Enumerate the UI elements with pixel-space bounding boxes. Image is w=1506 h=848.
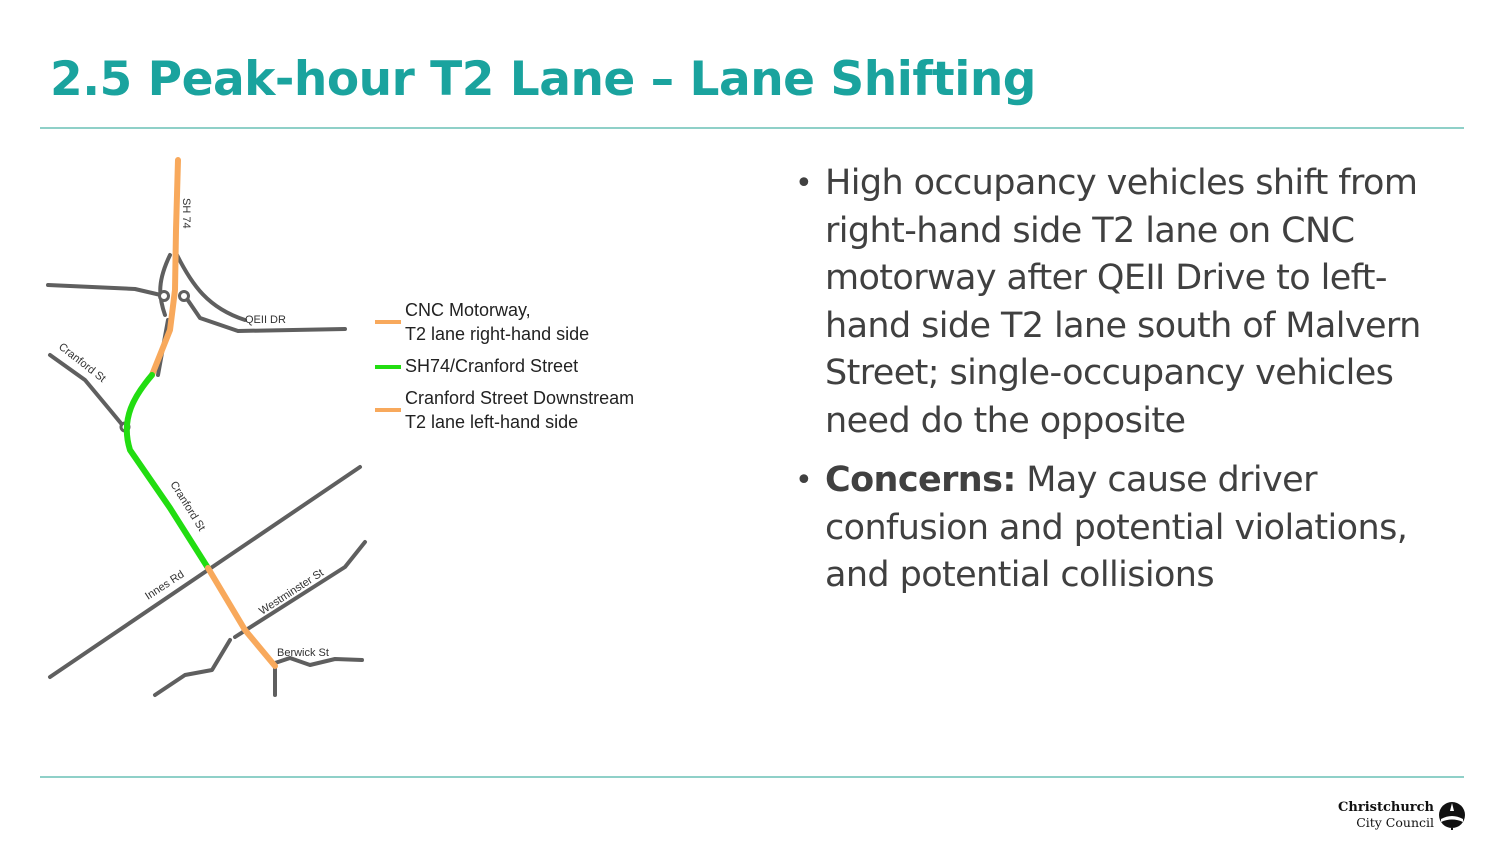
map-label-cranford-st-north: Cranford St — [56, 340, 108, 385]
logo-line-2: City Council — [1356, 815, 1434, 830]
logo-wordmark — [1338, 800, 1434, 830]
road-south-lower — [155, 640, 230, 695]
route-map — [40, 150, 380, 710]
route-sh74-cranford — [127, 375, 208, 568]
legend-label: Cranford Street Downstream — [405, 388, 635, 408]
title-divider — [40, 127, 1464, 129]
legend-label: T2 lane right-hand side — [405, 324, 590, 344]
map-label-sh74: SH 74 — [180, 198, 192, 229]
map-label-berwick-st: Berwick St — [277, 647, 329, 659]
bullet-lead: Concerns: — [825, 460, 1016, 500]
road-interchange-loop-west — [160, 255, 170, 315]
bullet-text: High occupancy vehicles shift from right-hand side T2 lane on CNC motorway after QEII Drive to left-hand side T2 lane south of Malvern Street; single-occupancy vehicles need do the opposite — [825, 163, 1421, 441]
bullet-text: May cause driver confusion and potential violations, and potential collisions — [825, 460, 1408, 595]
slide-title: 2.5 Peak-hour T2 Lane – Lane Shifting — [50, 52, 1036, 107]
footer-divider — [40, 776, 1464, 778]
bullet-marker: • — [795, 463, 813, 498]
legend-swatch-orange — [375, 408, 401, 412]
legend-item-cnc-motorway — [375, 298, 695, 346]
map-label-cranford-st-south: Cranford St — [167, 479, 208, 534]
map-label-innes-rd: Innes Rd — [143, 568, 187, 603]
map-label-qeii-dr: QEII DR — [245, 314, 286, 326]
legend-label: T2 lane left-hand side — [405, 412, 579, 432]
legend-item-sh74-cranford — [375, 354, 695, 378]
cathedral-logo-icon — [1438, 801, 1466, 831]
legend-label: SH74/Cranford Street — [405, 356, 579, 376]
road-interchange-loop-east — [177, 255, 245, 320]
council-logo — [1338, 800, 1468, 834]
road-qeii-west — [48, 285, 165, 296]
bullet-item — [795, 160, 1455, 445]
legend-item-cranford-downstream — [375, 386, 695, 434]
logo-line-1: Christchurch — [1338, 800, 1434, 815]
interchange-node-west — [160, 292, 169, 301]
legend-label: CNC Motorway, — [405, 300, 531, 320]
legend-swatch-orange — [375, 320, 401, 324]
interchange-node-east — [180, 292, 189, 301]
map-legend — [375, 298, 695, 442]
legend-swatch-green — [375, 365, 401, 369]
road-berwick — [275, 658, 362, 665]
bullet-item — [795, 457, 1455, 600]
map-label-westminster-st: Westminster St — [257, 566, 327, 618]
bullet-marker: • — [795, 166, 813, 201]
bullet-list — [795, 160, 1455, 612]
